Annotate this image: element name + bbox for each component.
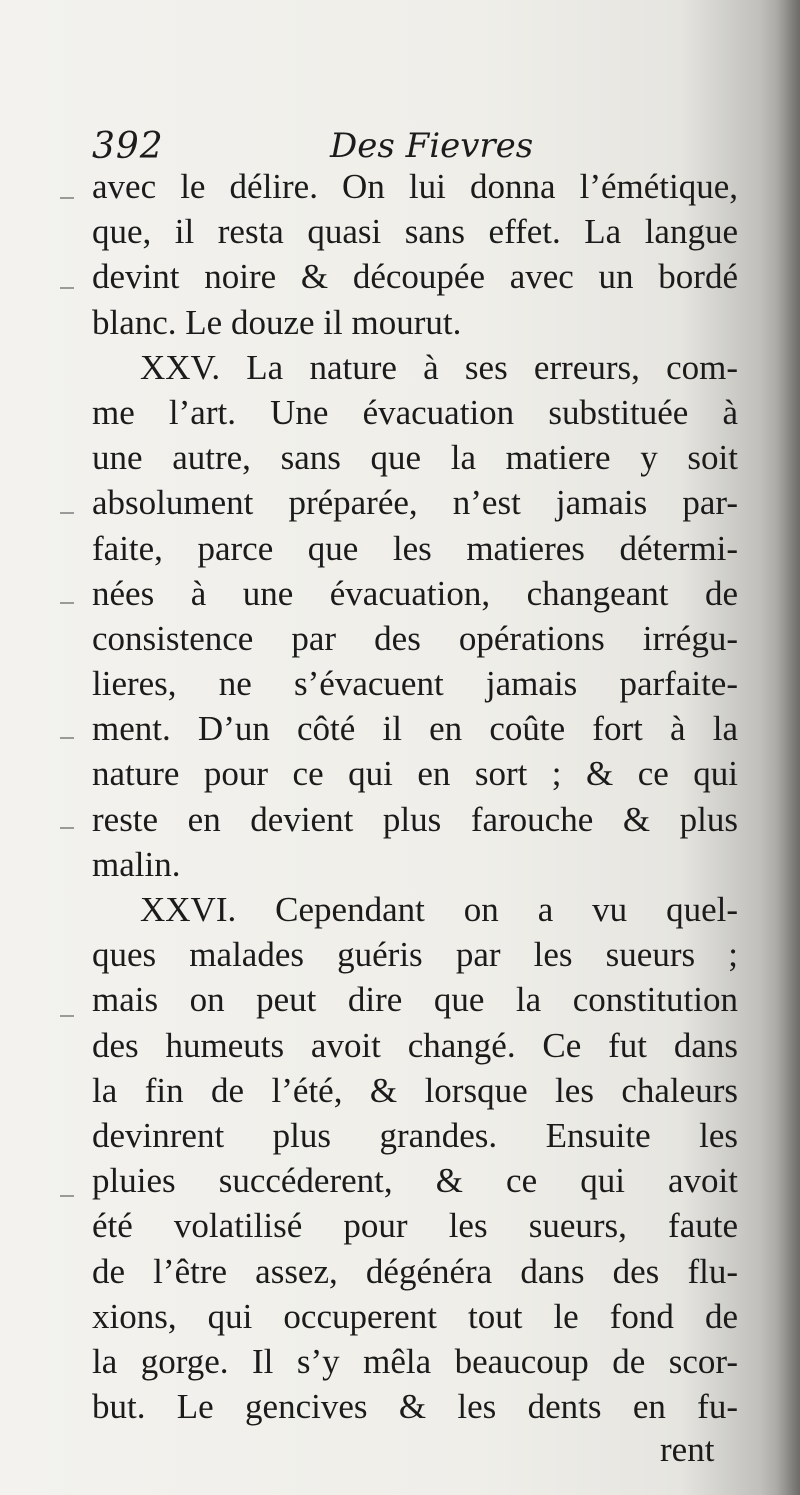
margin-mark — [60, 737, 74, 739]
text-line: ques malades guéris par les sueurs ; — [92, 935, 738, 975]
text-line: absolument préparée, n’est jamais par- — [92, 483, 738, 523]
text-line: faite, parce que les matieres détermi- — [92, 528, 738, 568]
text-line: consistence par des opérations irrégu- — [92, 618, 738, 658]
text-line: reste en devient plus farouche & plus — [92, 799, 738, 839]
text-line: la fin de l’été, & lorsque les chaleurs — [92, 1070, 738, 1110]
text-line: été volatilisé pour les sueurs, faute — [92, 1206, 738, 1246]
page-edge-shadow — [760, 0, 800, 1495]
text-line: but. Le gencives & les dents en fu- — [92, 1387, 738, 1427]
text-line: devint noire & découpée avec un bordé — [92, 257, 738, 297]
text-line: la gorge. Il s’y mêla beaucoup de scor- — [92, 1341, 738, 1381]
text-line: malin. — [92, 844, 181, 884]
text-line: blanc. Le douze il mourut. — [92, 302, 462, 342]
text-line: de l’être assez, dégénéra dans des flu- — [92, 1251, 738, 1291]
text-line: mais on peut dire que la constitution — [92, 980, 738, 1020]
margin-mark — [60, 827, 74, 829]
text-line: devinrent plus grandes. Ensuite les — [92, 1115, 738, 1155]
margin-mark — [60, 197, 74, 199]
text-line: nées à une évacuation, changeant de — [92, 573, 738, 613]
page-number: 392 — [92, 126, 164, 167]
text-line: xions, qui occuperent tout le fond de — [92, 1296, 738, 1336]
catchword: rent — [660, 1430, 715, 1469]
margin-mark — [60, 602, 74, 604]
text-line: ment. D’un côté il en coûte fort à la — [92, 709, 738, 749]
text-line: lieres, ne s’évacuent jamais parfaite- — [92, 664, 738, 704]
text-line: avec le délire. On lui donna l’émétique, — [92, 167, 738, 206]
margin-mark — [60, 512, 74, 514]
running-title: Des Fievres — [330, 126, 534, 166]
text-line: des humeuts avoit changé. Ce fut dans — [92, 1025, 738, 1065]
margin-mark — [60, 1195, 74, 1197]
page-header — [90, 118, 740, 168]
paragraph-start-xxv: XXV. La nature à ses erreurs, com- — [140, 347, 738, 387]
text-line: pluies succéderent, & ce qui avoit — [92, 1161, 738, 1201]
text-line: nature pour ce qui en sort ; & ce qui — [92, 754, 738, 794]
margin-mark — [60, 1015, 74, 1017]
text-line: me l’art. Une évacuation substituée à — [92, 392, 738, 432]
text-line: que, il resta quasi sans effet. La langue — [92, 212, 738, 252]
text-line: une autre, sans que la matiere y soit — [92, 438, 738, 478]
margin-mark — [60, 287, 74, 289]
body-text — [92, 164, 738, 1429]
paragraph-start-xxvi: XXVI. Cependant on a vu quel- — [140, 890, 738, 929]
